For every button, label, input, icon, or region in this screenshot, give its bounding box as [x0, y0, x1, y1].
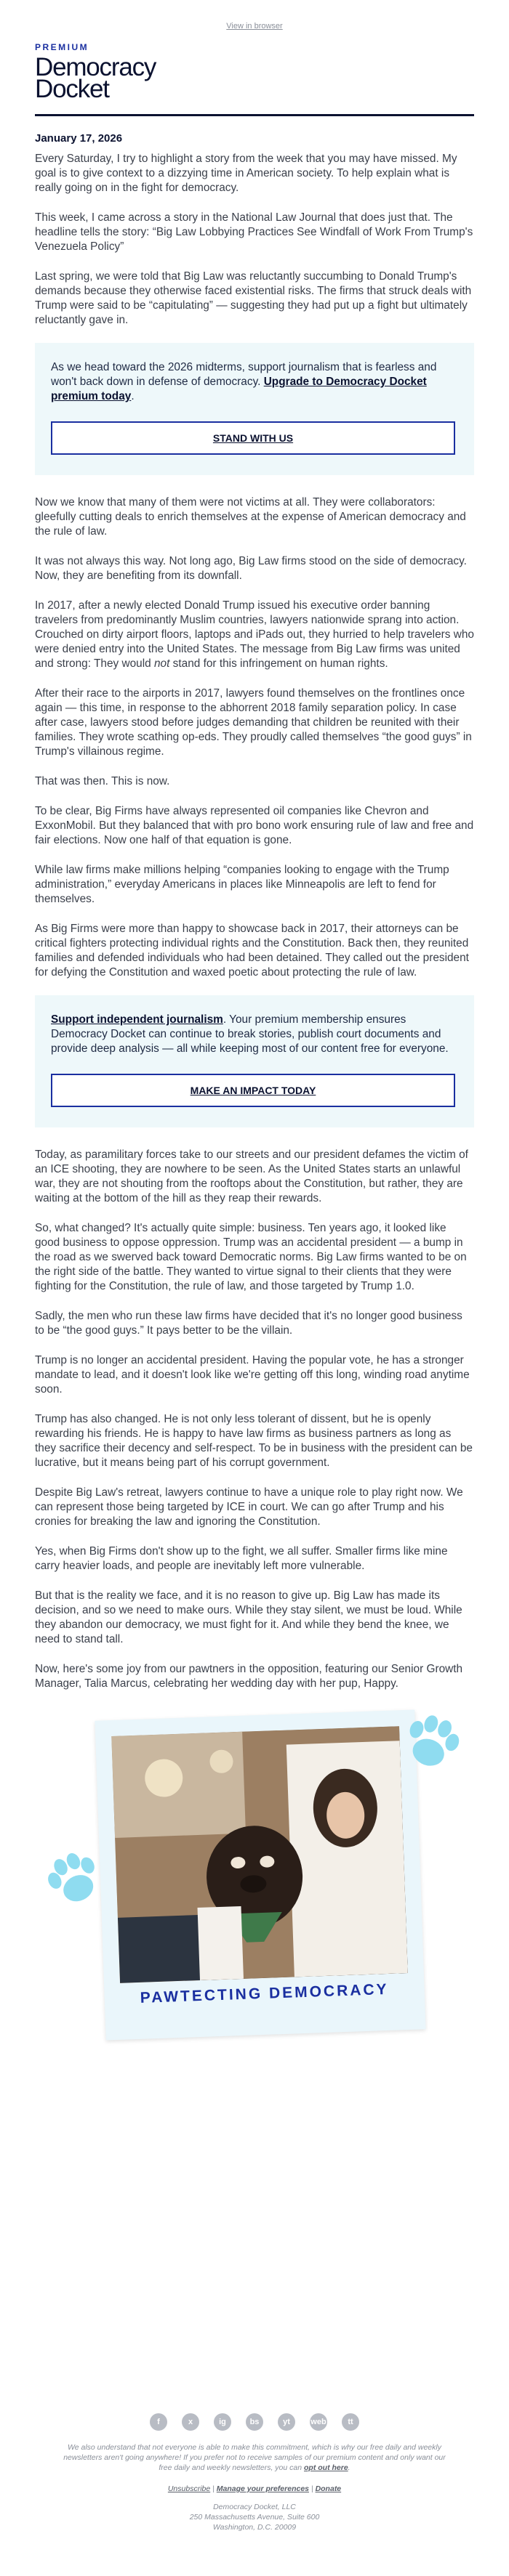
manage-preferences-link[interactable]: Manage your preferences [216, 2484, 309, 2493]
paragraph: Now we know that many of them were not victims at all. They were collaborators: gleefully cutting deals to enrich themselves at the expense of American democracy and the rule of law. [35, 496, 466, 538]
paragraph: To be clear, Big Firms have always represented oil companies like Chevron and ExxonMobil. But they balanced that with pro bono work ensuring rule of law and free and fair elections. Now one half of that equation is gone. [35, 805, 474, 846]
make-an-impact-button[interactable]: MAKE AN IMPACT TODAY [51, 1074, 455, 1107]
paragraph: That was then. This is now. [35, 775, 170, 787]
wedding-photo-illustration [111, 1726, 408, 1983]
paragraph: After their race to the airports in 2017, lawyers found themselves on the frontlines once again — this time, in response to the abhorrent 2018 family separation policy. In case after case, lawyers stood before judges demanding that children be reunited with their families. They wrote scathing op-eds. They proudly called themselves “the good guys” in Trump's villainous regime. [35, 687, 472, 758]
paragraph: So, what changed? It's actually quite simple: business. Ten years ago, it looked like good business to oppose oppression. Trump was an accidental president — a bump in the road as we swerved back toward Democratic norms. Big Law firms wanted to be on the right side of the battle. They wanted to virtue signal to their clients that they were fighting for the Constitution, the rule of law, and those targeted by Trump 1.0. [35, 1222, 467, 1292]
paragraph: Today, as paramilitary forces take to our streets and our president defames the victim of an ICE shooting, they are nowhere to be seen. As the United States starts an unlawful war, they are not shouting from the rooftops about the Constitution, but rather, they are waiting at the bottom of the hill as they reap their rewards. [35, 1149, 468, 1204]
view-in-browser-link[interactable]: View in browser [226, 22, 283, 31]
stand-with-us-button[interactable]: STAND WITH US [51, 421, 455, 455]
paragraph: Trump is no longer an accidental president. Having the popular vote, he has a stronger mandate to lead, and it doesn't look like we're getting off this long, winding road anytime soon. [35, 1354, 470, 1396]
street-address: 250 Massachusetts Avenue, Suite 600 [189, 2513, 320, 2522]
city-address: Washington, D.C. 20009 [212, 2523, 297, 2532]
paragraph: It was not always this way. Not long ago, Big Law firms stood on the side of democracy. Now, they are benefiting from its downfall. [35, 555, 467, 582]
bluesky-icon[interactable]: bs [246, 2413, 263, 2431]
logo-premium-label: PREMIUM [35, 42, 89, 52]
paragraph: Sadly, the men who run these law firms have decided that it's no longer good business to be “the good guys.” It pays better to be the villain. [35, 1310, 462, 1337]
paw-print-icon [396, 1706, 468, 1779]
x-icon[interactable]: x [182, 2413, 199, 2431]
wedding-photo-section [35, 1706, 474, 2048]
logo-line-1: Democracy [35, 53, 156, 81]
paragraph: But that is the reality we face, and it is no reason to give up. Big Law has made its decision, and so we need to make ours. While they stay silent, we must be loud. While they abandon our democracy, we must fight for it. And while they bend the knee, we need to stand tall. [35, 1589, 462, 1645]
email-footer [0, 2413, 509, 2532]
paragraph: While law firms make millions helping “companies looking to engage with the Trump administration,” everyday Americans in places like Minneapolis are left to fend for themselves. [35, 864, 449, 905]
tiktok-icon[interactable]: tt [342, 2413, 359, 2431]
social-links [0, 2413, 509, 2431]
paragraph: Every Saturday, I try to highlight a story from the week that you may have missed. My goal is to give context to a dizzying time in American society. To help explain what is really going on in the fight for democracy. [35, 153, 457, 194]
upgrade-link[interactable]: Upgrade to Democracy Docket premium today [51, 376, 427, 402]
paragraph: Now, here's some joy from our pawtners in the opposition, featuring our Senior Growth Manager, Talia Marcus, celebrating her wedding day with her pup, Happy. [35, 1663, 463, 1690]
support-callout-text: Support independent journalism. Your premium membership ensures Democracy Docket can continue to break stories, publish court documents and provide deep analysis — all while keeping most of our content free for everyone. [51, 1013, 449, 1055]
paragraph: Yes, when Big Firms don't show up to the fight, we all suffer. Smaller firms like mine carry heavier loads, and people are inevitably left more vulnerable. [35, 1545, 448, 1572]
footer-disclaimer: We also understand that not everyone is able to make this commitment, which is why our free daily and weekly newsletters aren't going anywhere! If you prefer not to receive samples of our premium content and only want our free daily and weekly newsletters, you can opt out here. [63, 2443, 446, 2472]
paw-print-icon [39, 1844, 109, 1914]
instagram-icon[interactable]: ig [214, 2413, 231, 2431]
upgrade-callout [35, 343, 474, 475]
paragraph: Despite Big Law's retreat, lawyers continue to have a unique role to play right now. We can represent those being targeted by ICE in court. We can go after Trump and his cronies for breaking the law and ignoring the Constitution. [35, 1486, 463, 1528]
article-body [35, 132, 474, 2048]
footer-links: Unsubscribe | Manage your preferences | Donate [167, 2484, 342, 2493]
unsubscribe-link[interactable]: Unsubscribe [167, 2484, 211, 2493]
upgrade-callout-text: As we head toward the 2026 midterms, support journalism that is fearless and won't back down in defense of democracy. Upgrade to Democracy Docket premium today. [51, 361, 437, 402]
youtube-icon[interactable]: yt [278, 2413, 295, 2431]
donate-link[interactable]: Donate [315, 2484, 342, 2493]
democracy-docket-logo[interactable] [35, 42, 156, 103]
paragraph: This week, I came across a story in the National Law Journal that does just that. The headline tells the story: “Big Law Lobbying Practices See Windfall of Work From Trump's Venezuela Policy” [35, 211, 473, 253]
logo-wordmark [35, 53, 156, 103]
paragraph: In 2017, after a newly elected Donald Trump issued his executive order banning travelers from predominantly Muslim countries, lawyers nationwide sprang into action. Crouched on dirty airport floors, laptops and iPads out, they hurried to help travelers who were denied entry into the United States. The message from Big Law firms was united and strong: They would not stand for this infringement on human rights. [35, 599, 474, 670]
paragraph: Last spring, we were told that Big Law was reluctantly succumbing to Donald Trump's demands because they otherwise faced existential risks. The firms that struck deals with Trump were said to be “capitulating” — suggesting they had put up a fight but ultimately reluctantly gave in. [35, 270, 472, 326]
opt-out-link[interactable]: opt out here [304, 2463, 348, 2472]
company-name: Democracy Docket, LLC [213, 2503, 296, 2511]
issue-date: January 17, 2026 [35, 132, 123, 145]
website-icon[interactable]: web [310, 2413, 327, 2431]
support-journalism-link[interactable]: Support independent journalism [51, 1013, 223, 1026]
polaroid-frame [95, 1709, 425, 2040]
facebook-icon[interactable]: f [150, 2413, 167, 2431]
wedding-photo [111, 1726, 408, 1983]
header-divider [35, 114, 474, 116]
photo-caption: PAWTECTING DEMOCRACY [140, 1980, 389, 2006]
paragraph: As Big Firms were more than happy to showcase back in 2017, their attorneys can be critical fighters protecting individual rights and the Constitution. Back then, they reunited families and defended individuals who had been detained. They called out the president for defying the Constitution and waxed poetic about protecting the rule of law. [35, 923, 469, 979]
logo-line-2: Docket [35, 75, 109, 103]
paragraph: Trump has also changed. He is not only less tolerant of dissent, but he is openly rewarding his friends. He is happy to have law firms as business partners as long as they sacrifice their decency and self-respect. To be in business with the president can be lucrative, but it means being part of his corrupt government. [35, 1413, 473, 1469]
support-callout [35, 995, 474, 1127]
mailing-address [0, 2502, 509, 2532]
